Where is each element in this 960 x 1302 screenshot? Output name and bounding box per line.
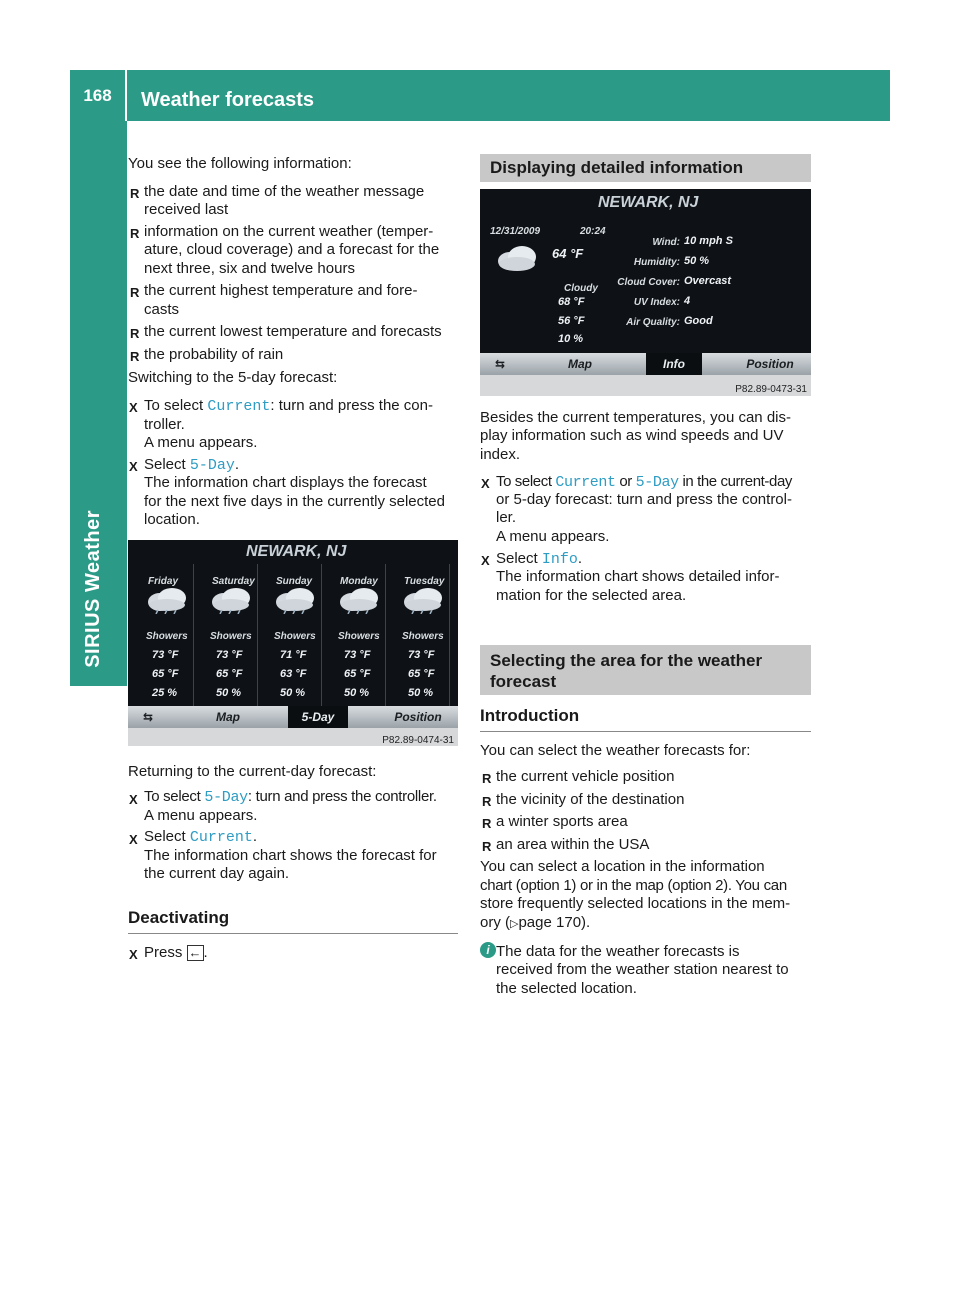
day-name: Friday (148, 576, 179, 587)
detail-value: Good (684, 315, 713, 327)
list-item: the vicinity of the destination (496, 791, 685, 808)
detail-value: Overcast (684, 275, 732, 287)
detail-label: UV Index: (633, 297, 680, 308)
five-day-button: 5-Day (288, 706, 348, 728)
list-item: ature, cloud coverage) and a forecast for the (144, 241, 440, 258)
day-column (134, 564, 194, 714)
screen-footer (480, 375, 811, 396)
step-arrow-icon: X (129, 832, 138, 847)
list-item: the current vehicle position (496, 768, 675, 785)
side-tab (70, 121, 127, 686)
code-5day: 5-Day (635, 474, 679, 491)
condition: Showers (210, 631, 252, 642)
screen-date: 12/31/2009 (490, 226, 541, 237)
rain-prob: 50 % (344, 687, 370, 699)
screen-menu-bar (128, 706, 458, 728)
step-text: To select 5-Day: turn and press the controller. (144, 788, 437, 806)
list-item: the probability of rain (144, 346, 284, 363)
step-text: for the next five days in the currently selected (144, 493, 445, 510)
bullet-marker: R (130, 349, 140, 364)
screen-menu-bar (480, 353, 811, 375)
step-text: mation for the selected area. (496, 587, 687, 604)
info-icon: i (480, 942, 496, 958)
bullet-marker: R (482, 771, 492, 786)
rain-prob: 10 % (558, 333, 584, 345)
current-condition: Cloudy (564, 283, 598, 294)
bullet-marker: R (482, 839, 492, 854)
list-item: casts (144, 301, 180, 318)
para: store frequently selected locations in the mem- (480, 895, 791, 912)
screen-time: 20:24 (580, 226, 606, 237)
rain-cloud-icon (146, 588, 188, 614)
day-name: Tuesday (404, 576, 445, 587)
step-arrow-icon: X (129, 947, 138, 962)
step-text: the current day again. (144, 865, 290, 882)
day-column (198, 564, 258, 714)
high-temp: 73 °F (152, 649, 179, 661)
code-5day: 5-Day (189, 457, 235, 474)
para: ory (▷page 170). (480, 914, 591, 931)
list-item: the current highest temperature and fore- (144, 282, 418, 299)
day-column (262, 564, 322, 714)
code-5day: 5-Day (204, 789, 248, 806)
bullet-marker: R (482, 794, 492, 809)
code-info: Info (541, 551, 578, 568)
side-tab-label: SIRIUS Weather (82, 510, 104, 668)
step-text: The information chart shows the forecast for (144, 847, 437, 864)
high-temp: 73 °F (408, 649, 435, 661)
step-arrow-icon: X (129, 459, 138, 474)
step-text: troller. (144, 416, 185, 433)
step-text: Select Info. (496, 550, 583, 568)
step-text: location. (144, 511, 200, 528)
para: play information such as wind speeds and UV (480, 427, 784, 444)
cloud-icon (496, 245, 538, 271)
condition: Showers (146, 631, 188, 642)
list-item: information on the current weather (temper- (144, 223, 434, 240)
detail-value: 50 % (684, 255, 710, 267)
step-text: Select 5-Day. (144, 456, 240, 474)
step-text: or 5-day forecast: turn and press the control- (496, 491, 792, 508)
condition: Showers (338, 631, 380, 642)
para: You can select the weather forecasts for: (480, 742, 751, 759)
back-icon: ⇆ (142, 710, 154, 724)
info-screenshot (480, 189, 811, 396)
step-arrow-icon: X (481, 553, 490, 568)
bullet-marker: R (130, 226, 140, 241)
current-temp: 64 °F (552, 246, 584, 261)
figure-ref: P82.89-0474-31 (382, 735, 454, 746)
step-text: ler. (496, 509, 517, 526)
step-result: A menu appears. (144, 807, 258, 824)
low-temp: 65 °F (152, 668, 179, 680)
rain-prob: 50 % (280, 687, 306, 699)
para: index. (480, 446, 521, 463)
divider (128, 933, 458, 934)
list-item: received last (144, 201, 229, 218)
introduction-heading: Introduction (480, 706, 580, 725)
bullet-marker: R (130, 326, 140, 341)
deactivating-heading: Deactivating (128, 908, 230, 927)
rain-cloud-icon (274, 588, 316, 614)
day-name: Sunday (276, 576, 313, 587)
rain-cloud-icon (338, 588, 380, 614)
step-result: A menu appears. (496, 528, 610, 545)
page-title: Weather forecasts (141, 89, 315, 111)
day-name: Monday (340, 576, 378, 587)
low-temp: 65 °F (216, 668, 243, 680)
high-temp: 73 °F (216, 649, 243, 661)
page-ref-icon: ▷ (510, 918, 519, 930)
note-text: received from the weather station nearest to (496, 961, 789, 978)
condition: Showers (402, 631, 444, 642)
info-button: Info (646, 353, 702, 375)
screen-city: NEWARK, NJ (598, 194, 699, 211)
step-arrow-icon: X (129, 400, 138, 415)
map-button: Map (216, 710, 240, 724)
low-temp: 56 °F (558, 315, 585, 327)
back-icon: ← (188, 945, 202, 961)
para: chart (option 1) or in the map (option 2). You can (480, 877, 787, 894)
intro-text: You see the following information: (128, 155, 352, 172)
list-item: the current lowest temperature and forecasts (144, 323, 442, 340)
divider (480, 731, 811, 732)
step-text: The information chart shows detailed infor- (496, 568, 780, 585)
step-text: The information chart displays the forecast (144, 474, 427, 491)
detail-label: Wind: (652, 237, 680, 248)
step-arrow-icon: X (129, 792, 138, 807)
high-temp: 71 °F (280, 649, 307, 661)
day-column (326, 564, 386, 714)
page-header (70, 70, 890, 121)
rain-prob: 50 % (408, 687, 434, 699)
step-text: Select Current. (144, 828, 258, 846)
section-heading: Selecting the area for the weather forecast (480, 645, 811, 695)
low-temp: 65 °F (344, 668, 371, 680)
detail-label: Cloud Cover: (617, 277, 680, 288)
detail-value: 10 mph S (684, 235, 733, 247)
rain-cloud-icon (210, 588, 252, 614)
list-item: a winter sports area (496, 813, 628, 830)
back-icon: ⇆ (494, 357, 506, 371)
position-button: Position (394, 710, 442, 724)
high-temp: 73 °F (344, 649, 371, 661)
bullet-marker: R (482, 816, 492, 831)
figure-ref: P82.89-0473-31 (735, 384, 807, 395)
note-text: The data for the weather forecasts is (496, 943, 740, 960)
detail-label: Humidity: (633, 257, 680, 268)
screen-footer (128, 728, 458, 746)
map-button: Map (568, 357, 592, 371)
code-current: Current (189, 829, 253, 846)
step-arrow-icon: X (481, 476, 490, 491)
code-current: Current (207, 398, 271, 415)
bullet-marker: R (130, 285, 140, 300)
step-text: Press ← . (144, 944, 208, 961)
section-heading: Displaying detailed information (480, 154, 811, 182)
low-temp: 63 °F (280, 668, 307, 680)
page-number: 168 (70, 70, 127, 121)
rain-prob: 50 % (216, 687, 242, 699)
para: Besides the current temperatures, you can dis- (480, 409, 791, 426)
detail-value: 4 (684, 295, 691, 307)
screen-city: NEWARK, NJ (246, 543, 347, 560)
position-button: Position (746, 357, 794, 371)
detail-label: Air Quality: (626, 317, 680, 328)
note-text: the selected location. (496, 980, 637, 997)
five-day-screenshot (128, 540, 458, 746)
step-result: A menu appears. (144, 434, 258, 451)
returning-heading: Returning to the current-day forecast: (128, 763, 377, 780)
para: You can select a location in the information (480, 858, 765, 875)
switch-heading: Switching to the 5-day forecast: (128, 369, 338, 386)
rain-cloud-icon (402, 588, 444, 614)
list-item: the date and time of the weather message (144, 183, 425, 200)
step-text: To select Current: turn and press the con- (144, 397, 433, 415)
rain-prob: 25 % (152, 687, 178, 699)
step-text: To select Current or 5-Day in the current-day (496, 473, 792, 491)
list-item: next three, six and twelve hours (144, 260, 355, 277)
code-current: Current (555, 474, 616, 491)
high-temp: 68 °F (558, 296, 585, 308)
day-name: Saturday (212, 576, 255, 587)
list-item: an area within the USA (496, 836, 650, 853)
low-temp: 65 °F (408, 668, 435, 680)
condition: Showers (274, 631, 316, 642)
day-column (390, 564, 450, 714)
bullet-marker: R (130, 186, 140, 201)
